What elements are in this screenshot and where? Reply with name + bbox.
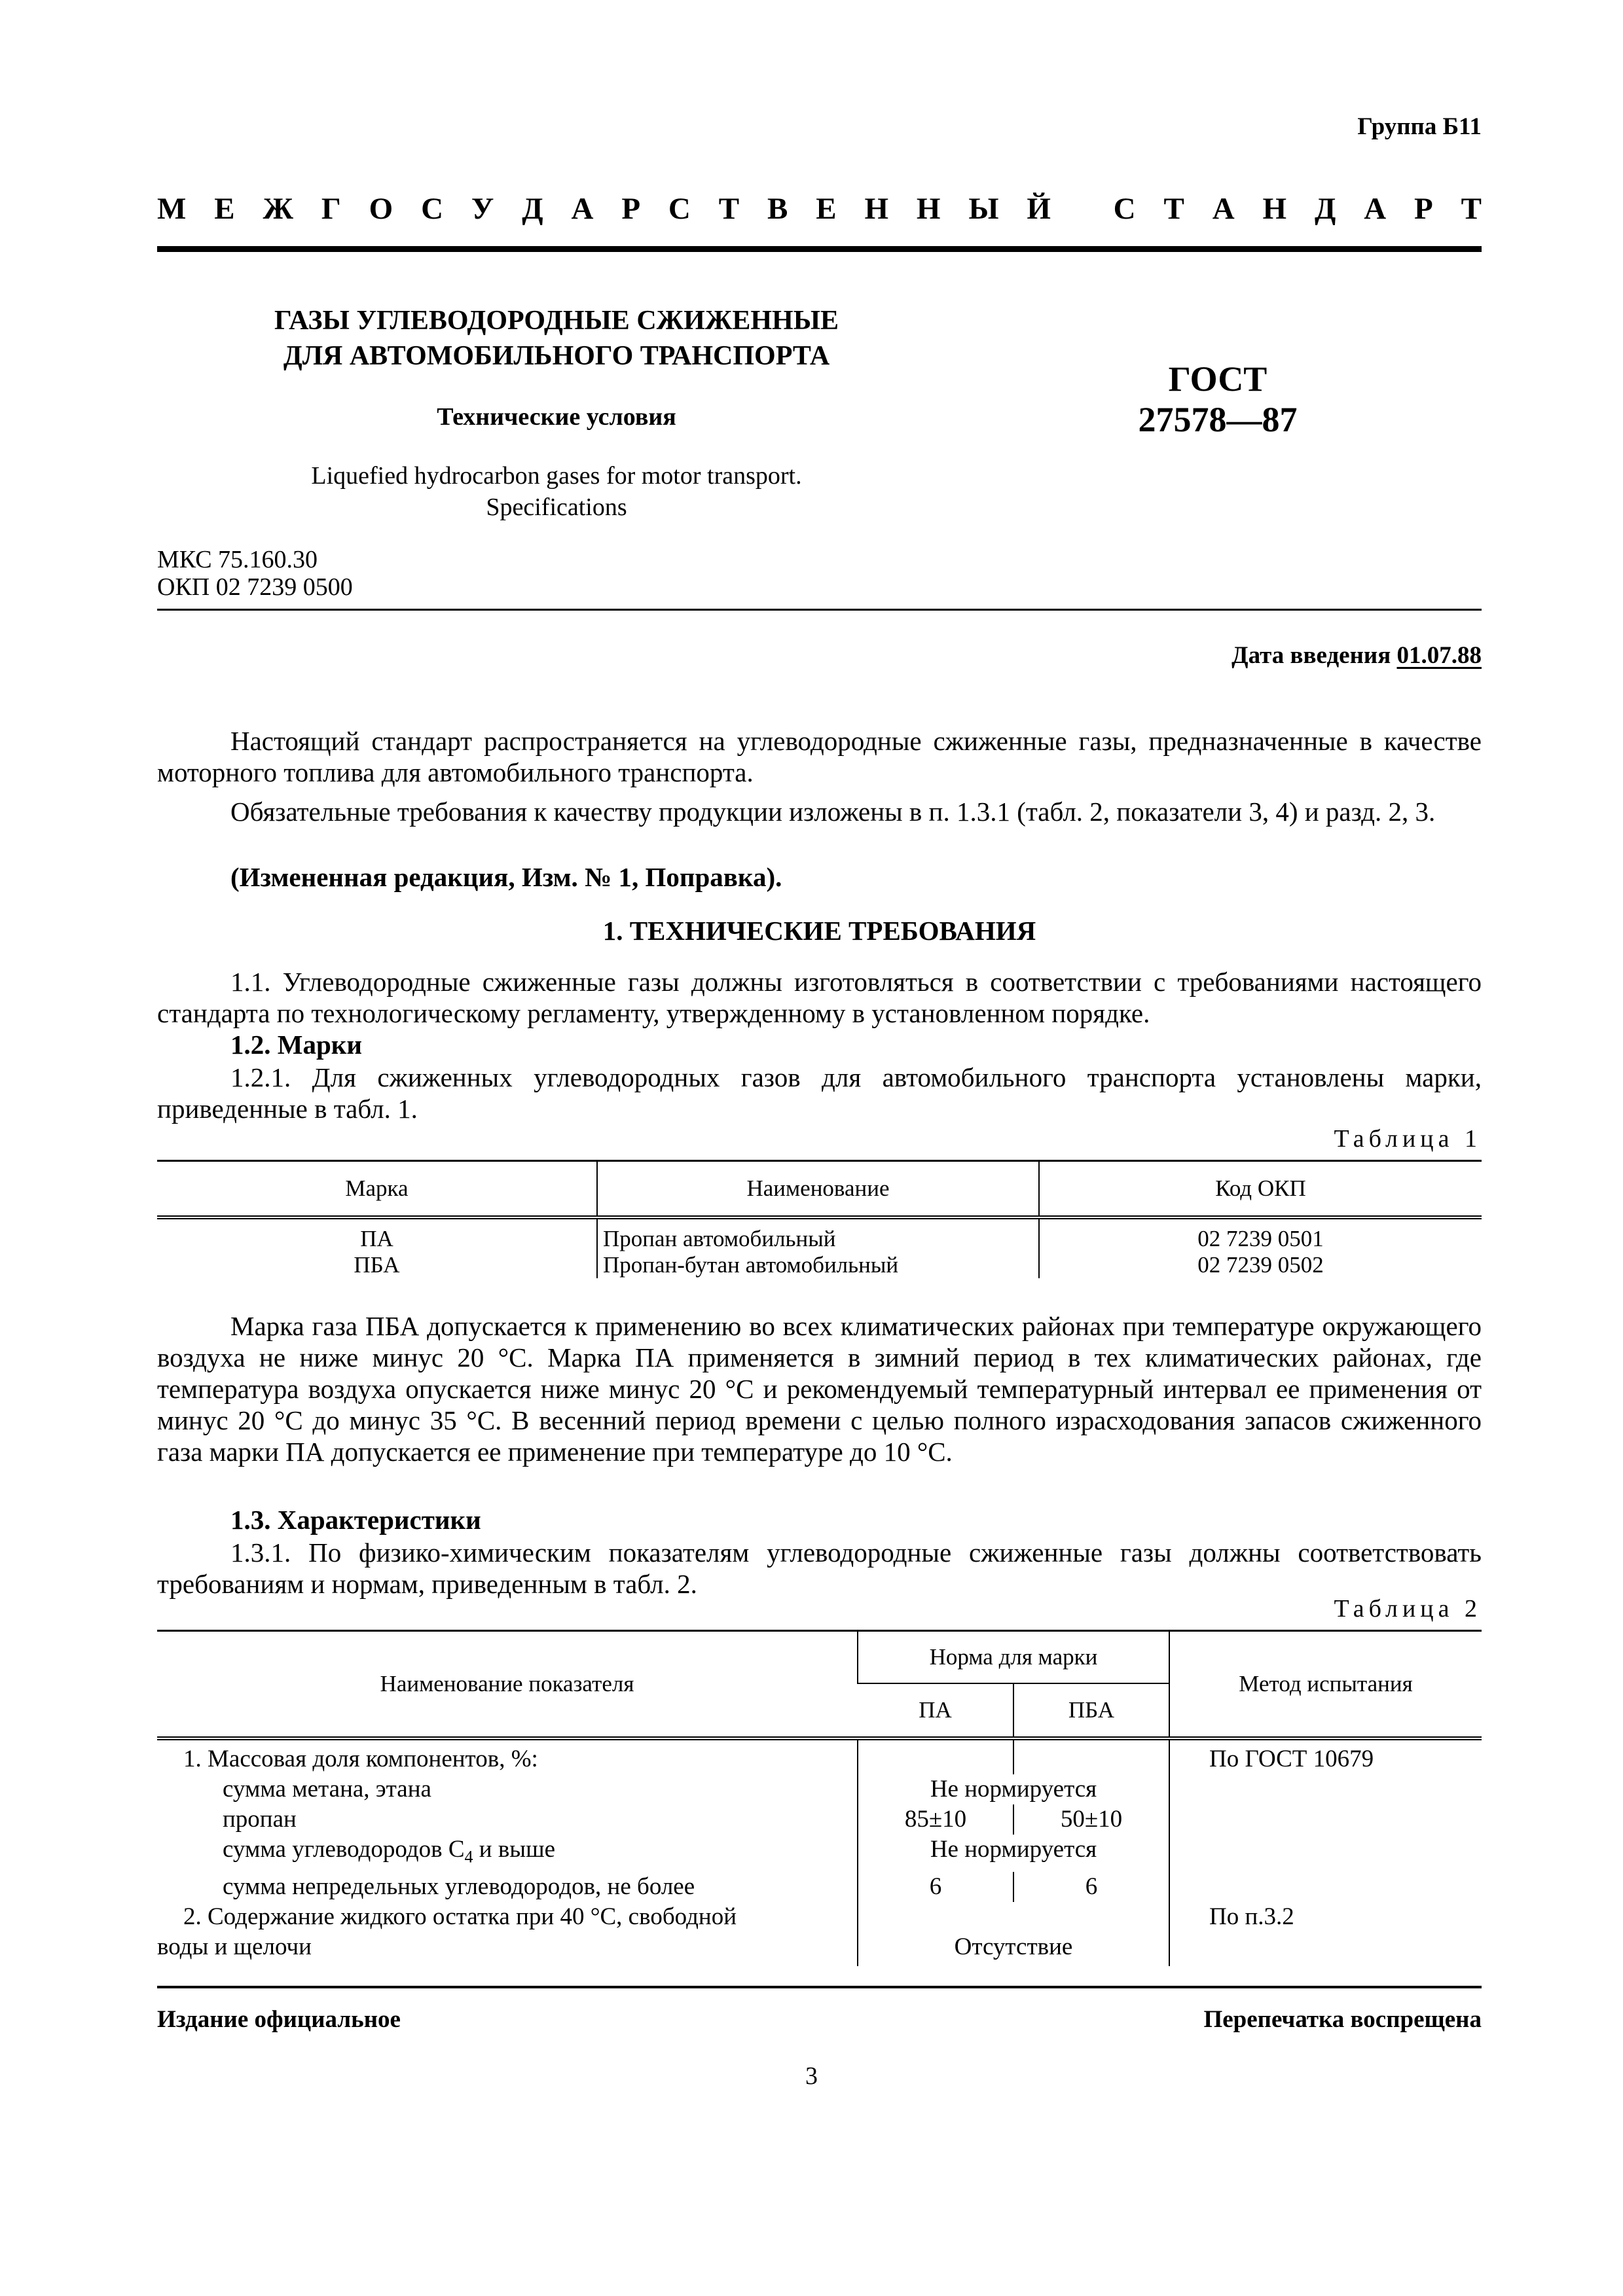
gost-label: ГОСТ <box>1168 359 1267 399</box>
table-2-row-1-method: По ГОСТ 10679 <box>1169 1738 1482 1774</box>
group-label: Группа Б11 <box>1357 113 1482 140</box>
table-2-header-pa: ПА <box>858 1683 1013 1738</box>
table-1 <box>157 1160 1482 1278</box>
table-2-row-1d-pa: 6 <box>858 1872 1013 1902</box>
table-1-cell: ПА <box>360 1226 393 1251</box>
gost-number: 27578—87 <box>1138 400 1298 439</box>
banner-letter: Д <box>522 192 543 226</box>
table-2-header-indicator: Наименование показателя <box>157 1631 858 1739</box>
banner-letter: М <box>157 192 187 226</box>
official-edition-label: Издание официальное <box>157 2006 401 2033</box>
paragraph-1-3-1: 1.3.1. По физико-химическим показателям углеводородные сжиженные газы должны соответствовать требованиям и нормам, приведенным в табл. 2. <box>157 1537 1482 1599</box>
table-1-header-okp: Код ОКП <box>1039 1161 1482 1218</box>
table-row <box>157 1804 1482 1835</box>
table-2-row-1b-pa: 85±10 <box>858 1804 1013 1835</box>
banner-letter: Р <box>1414 192 1433 226</box>
document-subtitle: Технические условия <box>437 403 676 431</box>
table-1-header-name: Наименование <box>597 1161 1039 1218</box>
table-2-row-1c-name <box>157 1835 858 1872</box>
table-2-row-2-name-line-1: 2. Содержание жидкого остатка при 40 °С, свободной <box>183 1903 737 1931</box>
intro-date-label: Дата введения <box>1231 642 1391 669</box>
english-title <box>210 460 903 523</box>
table-1-cell: Пропан-бутан автомобильный <box>597 1252 1039 1278</box>
reprint-prohibited-label: Перепечатка воспрещена <box>1203 2006 1482 2033</box>
title-line-1: ГАЗЫ УГЛЕВОДОРОДНЫЕ СЖИЖЕННЫЕ <box>274 306 839 336</box>
banner-letter: О <box>369 192 393 226</box>
table-1-cell: 02 7239 0502 <box>1039 1252 1482 1278</box>
standard-banner <box>157 191 1482 226</box>
banner-letter: Н <box>1262 192 1287 226</box>
introduction-date <box>1231 641 1482 670</box>
table-2-header-norm: Норма для марки <box>858 1631 1169 1684</box>
table-2-cell <box>1169 1835 1482 1872</box>
intro-date-value: 01.07.88 <box>1396 642 1482 669</box>
table-2-row-1b-name: пропан <box>223 1806 297 1833</box>
table-2-cell <box>1013 1738 1169 1774</box>
paragraph-1-1: 1.1. Углеводородные сжиженные газы должны изготовляться в соответствии с требованиями настоящего стандарта по технологическому регламенту, утвержденному в установленном порядке. <box>157 967 1482 1028</box>
paragraph-after-table-1: Марка газа ПБА допускается к применению во всех климатических районах при температуре окружающего воздуха не ниже минус 20 °С. Марка ПА применяется в зимний период в тех климатических районах, где температура воздуха опускается ниже минус 20 °С и рекомендуемый температурный интервал ее применения от минус 20 °С до минус 35 °С. В весенний период времени с целью полного израсходования запасов сжиженного газа марки ПА допускается ее применение при температуре до 10 °С. <box>157 1311 1482 1467</box>
mks-code: МКС 75.160.30 <box>157 546 318 573</box>
table-2-row-1d-pba: 6 <box>1013 1872 1169 1902</box>
table-row <box>157 1835 1482 1872</box>
okp-code: ОКП 02 7239 0500 <box>157 573 353 601</box>
table-2-header-pba: ПБА <box>1013 1683 1169 1738</box>
table-2-row-1a-norm: Не нормируется <box>858 1774 1169 1804</box>
banner-letter: Е <box>816 192 837 226</box>
table-row <box>157 1252 1482 1278</box>
english-title-line-1: Liquefied hydrocarbon gases for motor transport. <box>311 462 802 490</box>
banner-letter: Н <box>916 192 941 226</box>
banner-letter: А <box>571 192 594 226</box>
table-2-row-1a-name: сумма метана, этана <box>223 1776 431 1803</box>
english-title-line-2: Specifications <box>486 493 627 521</box>
table-1-caption: Таблица 1 <box>1334 1125 1482 1153</box>
banner-letter: А <box>1212 192 1235 226</box>
banner-letter: Н <box>864 192 888 226</box>
table-2-caption: Таблица 2 <box>1334 1595 1482 1623</box>
banner-letter: Т <box>718 192 740 226</box>
codes-rule <box>157 609 1482 611</box>
footer-rule <box>157 1986 1482 1988</box>
banner-letter: У <box>471 192 494 226</box>
table-2-cell <box>1169 1774 1482 1804</box>
header-rule <box>157 246 1482 252</box>
table-2-row-1c-norm: Не нормируется <box>858 1835 1169 1872</box>
table-row <box>157 1872 1482 1902</box>
banner-letter <box>1079 191 1085 226</box>
intro-paragraph-1: Настоящий стандарт распространяется на углеводородные сжиженные газы, предназначенные в качестве моторного топлива для автомобильного транспорта. <box>157 726 1482 787</box>
table-2-row-1-name: 1. Массовая доля компонентов, %: <box>183 1746 538 1772</box>
table-row <box>157 1738 1482 1774</box>
table-1-cell: Пропан автомобильный <box>597 1217 1039 1252</box>
table-2-cell <box>1169 1872 1482 1902</box>
table-2 <box>157 1630 1482 1966</box>
banner-letter: Ж <box>263 192 293 226</box>
table-2-cell <box>1169 1804 1482 1835</box>
table-row <box>157 1774 1482 1804</box>
amendment-note: (Измененная редакция, Изм. № 1, Поправка). <box>230 862 782 892</box>
table-2-header-method: Метод испытания <box>1169 1631 1482 1739</box>
banner-letter: Д <box>1314 192 1336 226</box>
paragraph-1-3-heading: 1.3. Характеристики <box>230 1505 481 1535</box>
banner-letter: С <box>668 192 691 226</box>
paragraph-1-2-1: 1.2.1. Для сжиженных углеводородных газов для автомобильного транспорта установлены марки, приведенные в табл. 1. <box>157 1062 1482 1124</box>
table-row <box>157 1217 1482 1252</box>
table-2-row-1c-suffix: и выше <box>473 1836 556 1863</box>
banner-letter: Р <box>621 192 641 226</box>
table-2-row-2-name-line-2: воды и щелочи <box>157 1933 312 1961</box>
section-1-heading: 1. ТЕХНИЧЕСКИЕ ТРЕБОВАНИЯ <box>602 916 1036 946</box>
banner-letter: Т <box>1461 192 1482 226</box>
table-2-row-2-name <box>157 1902 858 1966</box>
title-block <box>210 303 903 523</box>
table-2-row-1b-pba: 50±10 <box>1013 1804 1169 1835</box>
banner-letter: С <box>1113 192 1136 226</box>
table-2-cell <box>858 1738 1013 1774</box>
table-2-row-1c-subscript: 4 <box>464 1847 473 1867</box>
table-1-cell: ПБА <box>354 1252 400 1278</box>
banner-letter: С <box>421 192 444 226</box>
banner-letter: Й <box>1027 192 1051 226</box>
paragraph-1-2-heading: 1.2. Марки <box>230 1030 362 1060</box>
title-line-2: ДЛЯ АВТОМОБИЛЬНОГО ТРАНСПОРТА <box>283 341 830 371</box>
banner-letter: Г <box>321 192 341 226</box>
banner-letter: Е <box>214 192 235 226</box>
gost-designation <box>1113 359 1322 440</box>
intro-paragraph-2: Обязательные требования к качеству продукции изложены в п. 1.3.1 (табл. 2, показатели 3, 4) и разд. 2, 3. <box>230 797 1436 827</box>
banner-letter: Ы <box>968 192 999 226</box>
table-row <box>157 1902 1482 1966</box>
table-1-header-mark: Марка <box>157 1161 597 1218</box>
classification-codes <box>157 546 353 601</box>
banner-letter: В <box>767 192 788 226</box>
table-1-cell: 02 7239 0501 <box>1039 1217 1482 1252</box>
table-2-row-2-method: По п.3.2 <box>1169 1902 1482 1966</box>
page-number: 3 <box>805 2062 818 2090</box>
table-2-row-1d-name: сумма непредельных углеводородов, не более <box>223 1873 695 1901</box>
table-2-row-2-norm: Отсутствие <box>858 1902 1169 1966</box>
banner-letter: Т <box>1163 192 1184 226</box>
table-2-row-1c-prefix: сумма углеводородов С <box>223 1836 465 1863</box>
banner-letter: А <box>1364 192 1387 226</box>
